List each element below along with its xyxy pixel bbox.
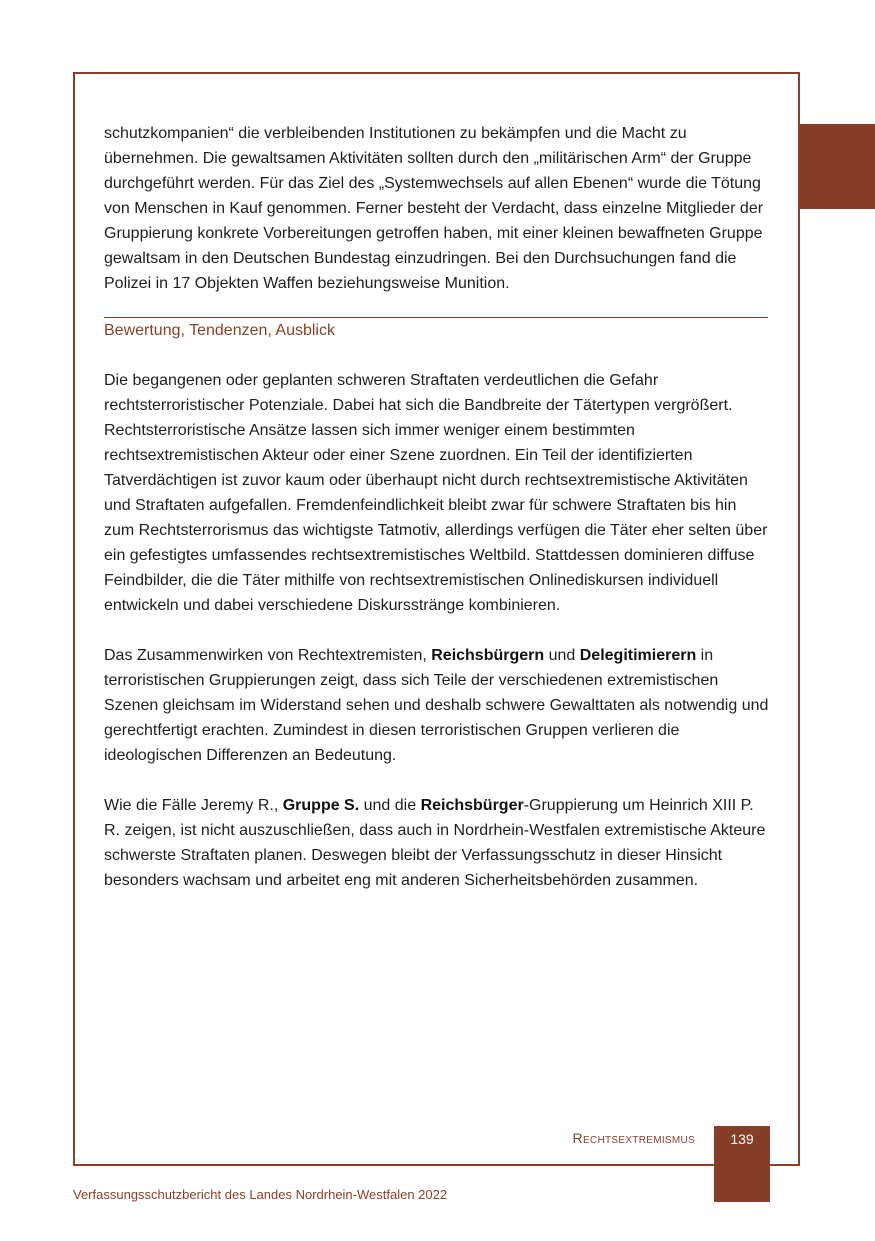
paragraph-4-text: Wie die Fälle Jeremy R., bbox=[104, 797, 283, 814]
paragraph-4 bbox=[104, 793, 770, 893]
paragraph-3-text: in terroristischen Gruppierungen zeigt, dass sich Teile der verschiedenen extremistischen Szenen gleichsam im Widerstand sehen und deshalb schwere Gewalttaten als notwendig und gerechtfertigt erachten. Zumindest in diesen terroristischen Gruppen verlieren die ideologischen Differenzen an Bedeutung. bbox=[104, 647, 769, 764]
paragraph-1: schutzkompanien“ die verbleibenden Institutionen zu bekämpfen und die Macht zu übernehmen. Die gewaltsamen Aktivitäten sollten durch den „militärischen Arm“ der Gruppe durchgeführt werden. Für das Ziel des „Systemwechsels auf allen Ebenen“ wurde die Tötung von Menschen in Kauf genommen. Ferner besteht der Verdacht, dass einzelne Mitglieder der Gruppierung konkrete Vorbereitungen getroffen haben, mit einer kleinen bewaffneten Gruppe gewaltsam in den Deutschen Bundestag einzudringen. Bei den Durchsuchungen fand die Polizei in 17 Objekten Waffen beziehungsweise Munition. bbox=[104, 125, 764, 292]
paragraph-3-text: und bbox=[544, 647, 580, 664]
page-number-box bbox=[714, 1126, 770, 1202]
paragraph-3-text: Das Zusammenwirken von Rechtextremisten, bbox=[104, 647, 432, 664]
paragraph-3 bbox=[104, 643, 770, 768]
term-reichsbuergern: Reichsbürgern bbox=[431, 647, 545, 664]
paragraph-2: Die begangenen oder geplanten schweren Straftaten verdeutlichen die Gefahr rechtsterroristischer Potenziale. Dabei hat sich die Bandbreite der Tätertypen vergrößert. Rechtsterroristische Ansätze lassen sich immer weniger einem bestimmten rechtsextremistischen Akteur oder einer Szene zuordnen. Ein Teil der identifizierten Tatverdächtigen ist zuvor kaum oder überhaupt nicht durch rechtsextremistische Aktivitäten und Straftaten aufgefallen. Fremdenfeindlichkeit bleibt zwar für schwere Straftaten bis hin zum Rechtsterrorismus das wichtigste Tatmotiv, allerdings verfügen die Täter eher selten über ein gefestigtes umfassendes rechtsextremistisches Weltbild. Stattdessen dominieren diffuse Feindbilder, die die Täter mithilfe von rechtsextremistischen Onlinediskursen individuell entwickeln und dabei verschiedene Diskursstränge kombinieren. bbox=[104, 372, 768, 614]
term-reichsbuerger: Reichsbürger bbox=[420, 797, 524, 814]
section-heading: Bewertung, Tendenzen, Ausblick bbox=[104, 322, 335, 339]
main-content bbox=[104, 121, 770, 893]
term-gruppe-s: Gruppe S. bbox=[282, 797, 360, 814]
paragraph-4-text: und die bbox=[359, 797, 421, 814]
chapter-marker-tab bbox=[799, 124, 875, 209]
publication-footer: Verfassungsschutzbericht des Landes Nordrhein-Westfalen 2022 bbox=[73, 1187, 448, 1202]
page-number: 139 bbox=[730, 1131, 754, 1147]
paragraph-4-text: -Gruppierung um Heinrich XIII P. R. zeigen, ist nicht auszuschließen, dass auch in Nordrhein-Westfalen extremistische Akteure schwerste Straftaten planen. Deswegen bleibt der Verfassungsschutz in dieser Hinsicht besonders wachsam und arbeitet eng mit anderen Sicherheitsbehörden zusammen. bbox=[104, 797, 766, 889]
term-delegitimierern: Delegitimierern bbox=[579, 647, 697, 664]
running-section-title: Rechtsextremismus bbox=[572, 1130, 695, 1146]
